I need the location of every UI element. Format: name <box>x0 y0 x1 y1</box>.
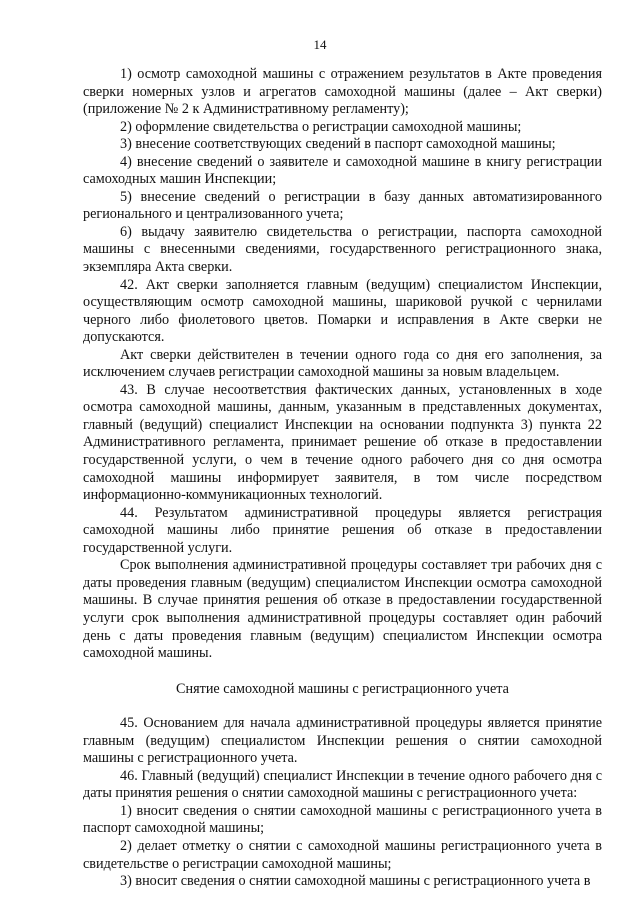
paragraph-46: 46. Главный (ведущий) специалист Инспекции в течение одного рабочего дня с даты принятия решения о снятии самоходной машины с регистрационного учета: <box>83 767 602 802</box>
paragraph-45: 45. Основанием для начала административной процедуры является принятие главным (ведущим) специалистом Инспекции решения о снятии самоходной машины с регистрационного учета. <box>83 715 602 767</box>
paragraph-46-item-2: 2) делает отметку о снятии с самоходной машины регистрационного учета в свидетельстве о регистрации самоходной машины; <box>83 837 602 872</box>
section-heading: Снятие самоходной машины с регистрационного учета <box>176 680 509 697</box>
paragraph-item-6: 6) выдачу заявителю свидетельства о регистрации, паспорта самоходной машины с внесенными сведениями, государственного регистрационного знака, экземпляра Акта сверки. <box>83 223 602 276</box>
paragraph-42: 42. Акт сверки заполняется главным (ведущим) специалистом Инспекции, осуществляющим осмотр самоходной машины, шариковой ручкой с чернилами черного либо фиолетового цветов. Помарки и исправления в Акте сверки не допускаются. <box>83 276 602 346</box>
document-body <box>83 66 602 891</box>
paragraph-item-1: 1) осмотр самоходной машины с отражением результатов в Акте проведения сверки номерных узлов и агрегатов самоходной машины (далее – Акт сверки) (приложение № 2 к Административному регламенту); <box>83 66 602 118</box>
paragraph-43: 43. В случае несоответствия фактических данных, установленных в ходе осмотра самоходной машины, данным, указанным в представленных документах, главный (ведущий) специалист Инспекции на основании подпункта 3) пункта 22 Административного регламента, принимает решение об отказе в предоставлении государственной услуги, о чем в течение одного рабочего дня со дня осмотра самоходной машины информирует заявителя, в том числе посредством информационно-коммуникационных технологий. <box>83 381 602 504</box>
paragraph-item-3: 3) внесение соответствующих сведений в паспорт самоходной машины; <box>120 136 556 153</box>
paragraph-item-5: 5) внесение сведений о регистрации в базу данных автоматизированного регионального и централизованного учета; <box>83 188 602 223</box>
paragraph-item-2: 2) оформление свидетельства о регистрации самоходной машины; <box>120 118 522 135</box>
page-number: 14 <box>313 37 327 52</box>
paragraph-term: Срок выполнения административной процедуры составляет три рабочих дня с даты проведения главным (ведущим) специалистом Инспекции осмотра самоходной машины. В случае принятия решения об отказе в предоставлении государственной услуги срок выполнения административной процедуры составляет один рабочий день с даты проведения главным (ведущим) специалистом Инспекции осмотра самоходной машины. <box>83 557 602 662</box>
paragraph-46-item-3: 3) вносит сведения о снятии самоходной машины с регистрационного учета в <box>120 873 591 890</box>
paragraph-item-4: 4) внесение сведений о заявителе и самоходной машине в книгу регистрации самоходных машин Инспекции; <box>83 153 602 188</box>
paragraph-44: 44. Результатом административной процедуры является регистрация самоходной машины либо принятие решения об отказе в предоставлении государственной услуги. <box>83 504 602 556</box>
paragraph-validity: Акт сверки действителен в течении одного года со дня его заполнения, за исключением случаев регистрации самоходной машины за новым владельцем. <box>83 346 602 381</box>
paragraph-46-item-1: 1) вносит сведения о снятии самоходной машины с регистрационного учета в паспорт самоходной машины; <box>83 802 602 837</box>
